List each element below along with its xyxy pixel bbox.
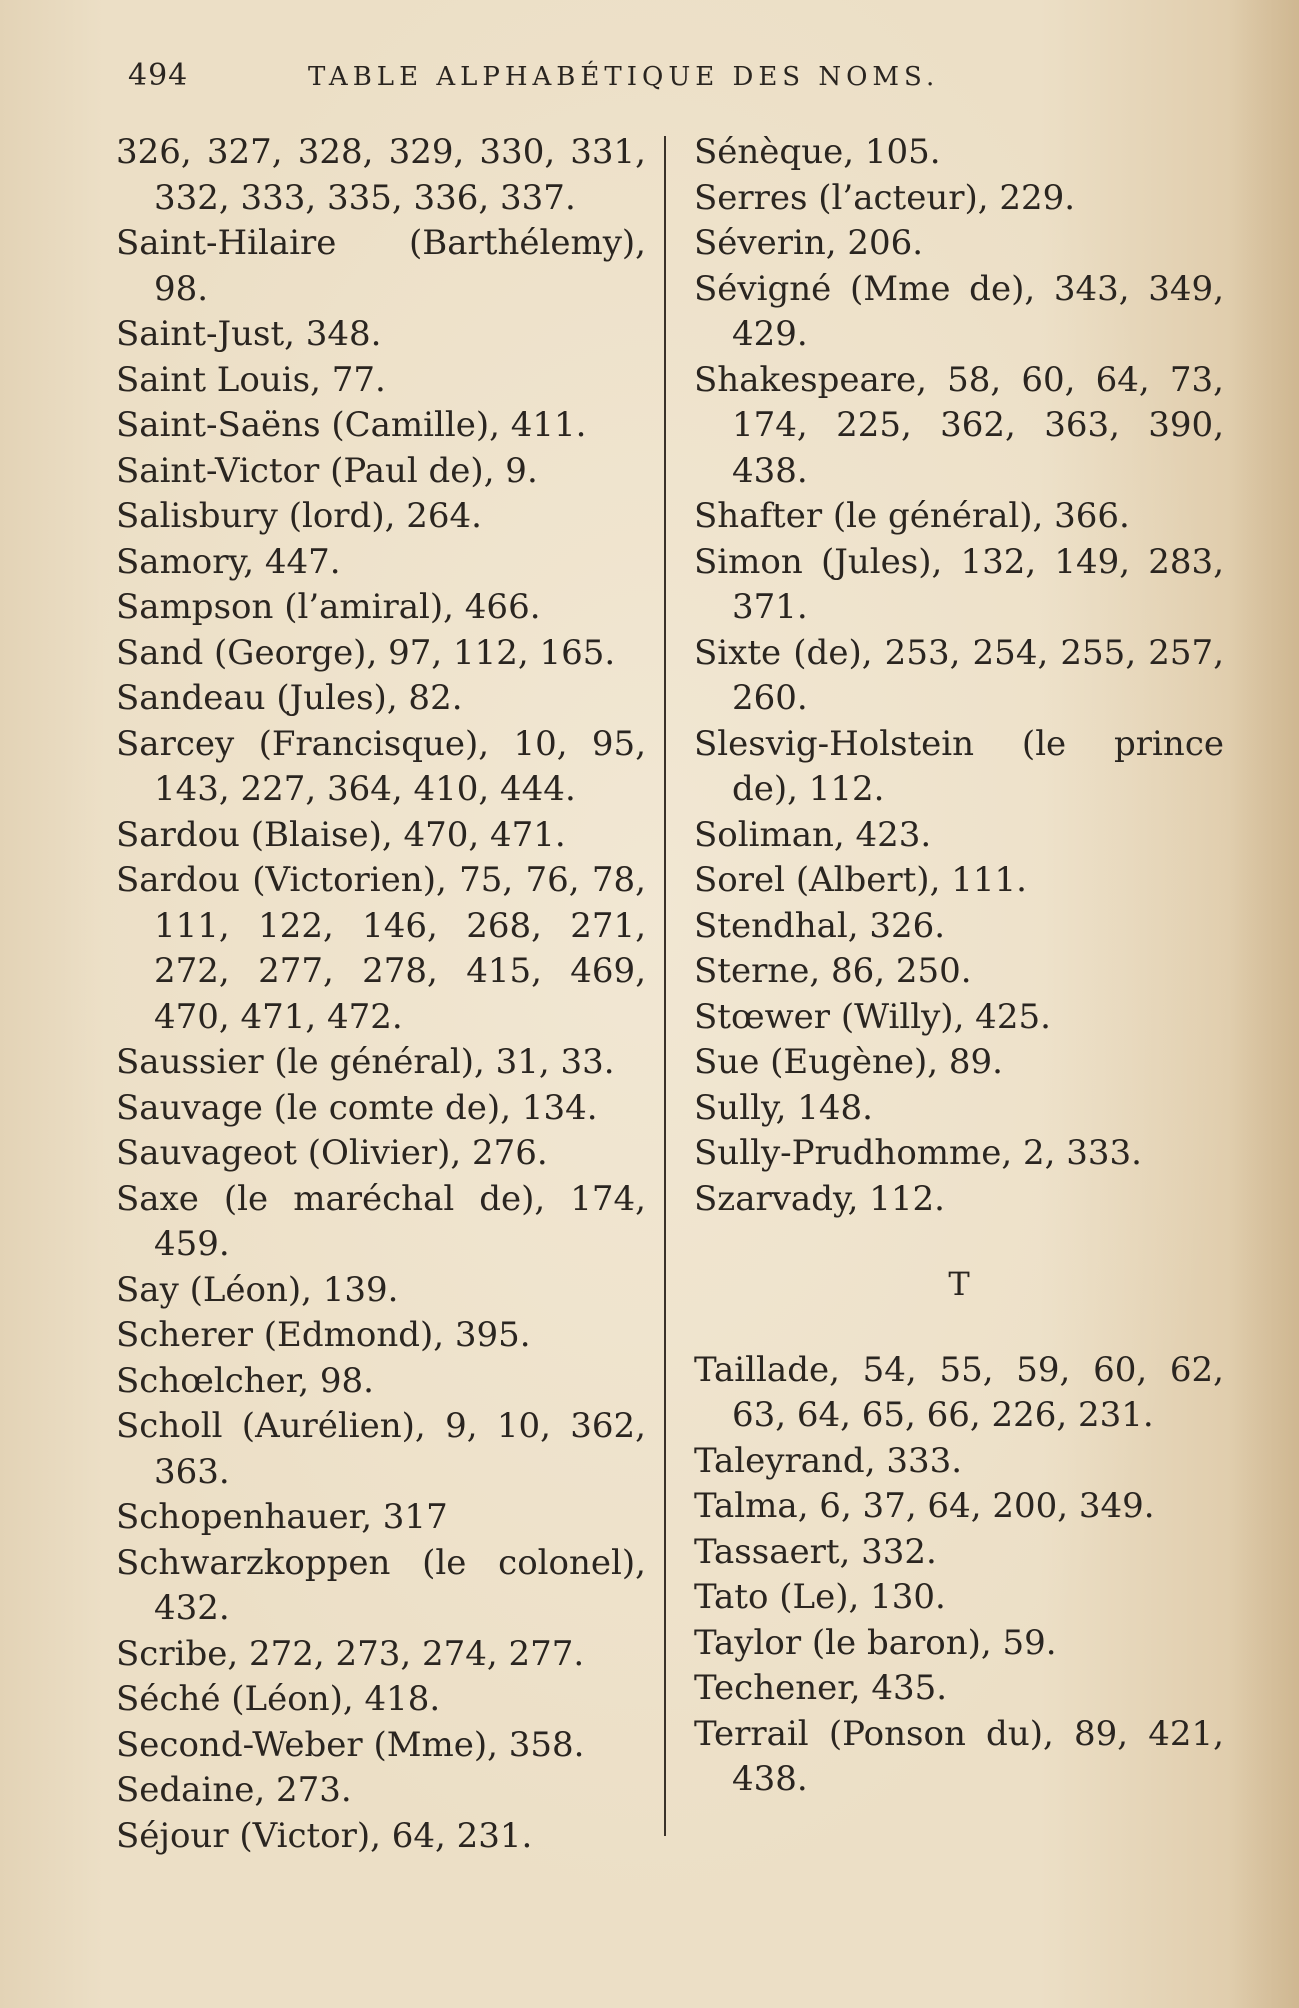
section-letter: T bbox=[948, 1265, 970, 1303]
index-entry: Saint Louis, 77. bbox=[116, 359, 386, 400]
index-entry: Serres (l’acteur), 229. bbox=[694, 177, 1076, 218]
index-entry: Sénèque, 105. bbox=[694, 132, 941, 172]
index-section-t bbox=[694, 1348, 1224, 1803]
index-entry: Tassaert, 332. bbox=[694, 1531, 937, 1572]
index-entry: Saint-Hilaire (Barthélemy), 98. bbox=[116, 223, 646, 309]
index-entry: Stœwer (Willy), 425. bbox=[694, 996, 1051, 1037]
column-divider bbox=[664, 136, 666, 1836]
index-entry: Schopenhauer, 317 bbox=[116, 1497, 448, 1537]
index-entry: Simon (Jules), 132, 149, 283, 371. bbox=[694, 541, 1224, 627]
index-entry: Second-Weber (Mme), 358. bbox=[116, 1724, 585, 1765]
index-section-s bbox=[694, 130, 1224, 1222]
index-entry: Stendhal, 326. bbox=[694, 905, 946, 946]
index-entry: Soliman, 423. bbox=[694, 814, 932, 855]
running-head bbox=[128, 58, 1138, 108]
index-entry: Sandeau (Jules), 82. bbox=[116, 678, 463, 718]
index-entry: Sardou (Blaise), 470, 471. bbox=[116, 814, 566, 855]
index-entry: Sévigné (Mme de), 343, 349, 429. bbox=[694, 268, 1224, 354]
index-entry: Saint-Victor (Paul de), 9. bbox=[116, 450, 538, 491]
index-entry: Shakespeare, 58, 60, 64, 73, 174, 225, 362, 363, 390, 438. bbox=[694, 359, 1224, 491]
index-entry: Szarvady, 112. bbox=[694, 1178, 945, 1219]
index-entry: Séverin, 206. bbox=[694, 223, 924, 263]
index-column-left bbox=[116, 130, 646, 1859]
index-entry: Sauvageot (Olivier), 276. bbox=[116, 1133, 548, 1173]
index-entry: Taylor (le baron), 59. bbox=[694, 1622, 1057, 1663]
page-edge-shadow bbox=[1229, 0, 1299, 2008]
index-entry: Schœlcher, 98. bbox=[116, 1360, 374, 1401]
index-entry: Sauvage (le comte de), 134. bbox=[116, 1087, 598, 1128]
index-entry: Talma, 6, 37, 64, 200, 349. bbox=[694, 1486, 1155, 1526]
index-entry: Terrail (Ponson du), 89, 421, 438. bbox=[694, 1713, 1224, 1799]
index-entry: Sardou (Victorien), 75, 76, 78, 111, 122, 146, 268, 271, 272, 277, 278, 415, 469, 470, 471, 472. bbox=[116, 860, 646, 1037]
index-entry: Saussier (le général), 31, 33. bbox=[116, 1042, 615, 1082]
index-entry: Sully, 148. bbox=[694, 1087, 873, 1128]
index-entry: Sully-Prudhomme, 2, 333. bbox=[694, 1133, 1142, 1173]
index-entry: Sand (George), 97, 112, 165. bbox=[116, 632, 616, 673]
index-entry: 326, 327, 328, 329, 330, 331, 332, 333, 335, 336, 337. bbox=[116, 132, 646, 218]
index-entry: Tato (Le), 130. bbox=[694, 1577, 946, 1617]
index-entry: Sorel (Albert), 111. bbox=[694, 860, 1027, 900]
index-entry: Scribe, 272, 273, 274, 277. bbox=[116, 1633, 585, 1674]
index-entry: Sixte (de), 253, 254, 255, 257, 260. bbox=[694, 632, 1224, 718]
index-entry: Scholl (Aurélien), 9, 10, 362, 363. bbox=[116, 1406, 646, 1492]
index-entry: Sampson (l’amiral), 466. bbox=[116, 587, 541, 627]
header-title: TABLE ALPHABÉTIQUE DES NOMS. bbox=[308, 62, 940, 92]
index-entry: Salisbury (lord), 264. bbox=[116, 496, 482, 536]
index-entry: Slesvig-Holstein (le prince de), 112. bbox=[694, 723, 1224, 809]
index-entry: Taleyrand, 333. bbox=[694, 1440, 963, 1481]
index-entry: Taillade, 54, 55, 59, 60, 62, 63, 64, 65, 66, 226, 231. bbox=[694, 1349, 1224, 1435]
index-entry: Schwarzkoppen (le colonel), 432. bbox=[116, 1542, 646, 1628]
index-entry: Scherer (Edmond), 395. bbox=[116, 1315, 531, 1355]
index-entry: Sue (Eugène), 89. bbox=[694, 1042, 1003, 1082]
page-number: 494 bbox=[128, 58, 189, 93]
index-entry: Sedaine, 273. bbox=[116, 1770, 352, 1810]
index-entry: Say (Léon), 139. bbox=[116, 1269, 399, 1310]
index-entry: Samory, 447. bbox=[116, 541, 341, 582]
index-entry: Sterne, 86, 250. bbox=[694, 951, 972, 991]
index-entry: Sarcey (Francisque), 10, 95, 143, 227, 364, 410, 444. bbox=[116, 723, 646, 809]
index-entry: Techener, 435. bbox=[694, 1668, 948, 1708]
index-entry: Séjour (Victor), 64, 231. bbox=[116, 1815, 533, 1856]
index-entry: Séché (Léon), 418. bbox=[116, 1679, 441, 1719]
index-entry: Saint-Saëns (Camille), 411. bbox=[116, 405, 587, 445]
index-entry: Saint-Just, 348. bbox=[116, 314, 382, 354]
index-entry: Shafter (le général), 366. bbox=[694, 496, 1130, 536]
index-column-right bbox=[694, 130, 1224, 1803]
index-entry: Saxe (le maréchal de), 174, 459. bbox=[116, 1178, 646, 1264]
